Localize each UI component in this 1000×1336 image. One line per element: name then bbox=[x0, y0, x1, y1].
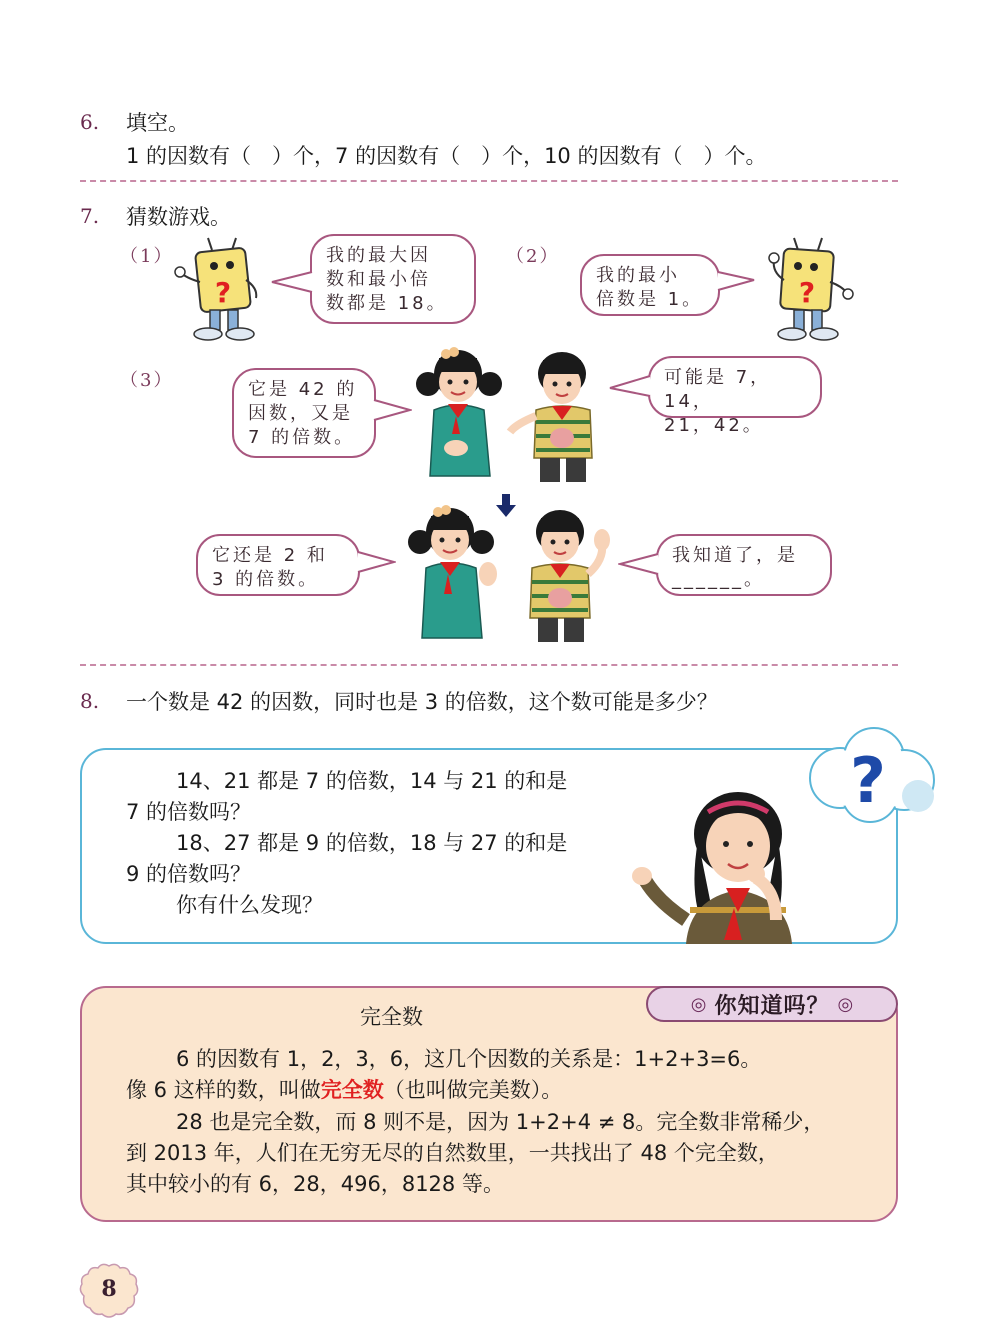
badge-mark-icon: ◎ bbox=[690, 993, 707, 1015]
bubble-tail bbox=[372, 398, 412, 422]
question-mascot-2 bbox=[758, 236, 858, 348]
bubble-2-line: 倍数是 1。 bbox=[596, 289, 704, 310]
know-text: （也叫做完美数）。 bbox=[383, 1078, 563, 1102]
q7-label-1: （1） bbox=[120, 246, 174, 267]
q7-title: 猜数游戏。 bbox=[126, 205, 231, 229]
bubble-2-line: 我的最小 bbox=[596, 265, 680, 286]
svg-text:?: ? bbox=[798, 276, 816, 309]
badge-mark-icon: ◎ bbox=[837, 993, 854, 1015]
think-line: 14、21 都是 7 的倍数，14 与 21 的和是 bbox=[176, 769, 568, 793]
think-line: 18、27 都是 9 的倍数，18 与 27 的和是 bbox=[176, 831, 568, 855]
speech-bubble-6 bbox=[656, 534, 832, 596]
speech-bubble-2 bbox=[580, 254, 720, 316]
know-line: 28 也是完全数，而 8 则不是，因为 1+2+4 ≠ 8。完全数非常稀少， bbox=[176, 1110, 825, 1134]
svg-text:?: ? bbox=[214, 276, 232, 309]
bubble-1-line: 数都是 18。 bbox=[326, 293, 448, 314]
bubble-1-line: 我的最大因 bbox=[326, 245, 431, 266]
term-highlight: 完全数 bbox=[320, 1078, 384, 1102]
bubble-3-line: 它是 42 的 bbox=[248, 379, 358, 400]
divider bbox=[80, 664, 898, 666]
q8-text: 一个数是 42 的因数，同时也是 3 的倍数，这个数可能是多少？ bbox=[126, 690, 718, 714]
thinking-girl bbox=[626, 780, 826, 944]
boy-illustration bbox=[506, 346, 612, 484]
girl-illustration bbox=[400, 502, 504, 644]
q6-text: 1 的因数有（ ）个，7 的因数有（ ）个，10 的因数有（ ）个。 bbox=[126, 144, 767, 168]
think-line: 7 的倍数吗？ bbox=[126, 800, 252, 824]
speech-bubble-5 bbox=[196, 534, 360, 596]
bubble-6-line: 我知道了，是 bbox=[672, 545, 798, 566]
boy-illustration bbox=[508, 504, 616, 644]
know-title: 完全数 bbox=[360, 1005, 423, 1029]
q7-label-2: （2） bbox=[506, 246, 560, 267]
did-you-know-badge bbox=[646, 986, 898, 1022]
question-mark-icon: ? bbox=[850, 744, 886, 817]
bubble-6-line: ______。 bbox=[672, 569, 765, 590]
know-line: 到 2013 年，人们在无穷无尽的自然数里，一共找出了 48 个完全数， bbox=[126, 1141, 779, 1165]
question-mascot-1 bbox=[172, 236, 272, 348]
bubble-4-line: 可能是 7，14， bbox=[664, 367, 772, 412]
bubble-3-line: 因数，又是 bbox=[248, 403, 353, 424]
q7-number: 7. bbox=[80, 204, 100, 228]
bubble-tail bbox=[618, 552, 660, 576]
speech-bubble-3 bbox=[232, 368, 376, 458]
q6-number: 6. bbox=[80, 110, 100, 134]
bubble-tail bbox=[356, 550, 396, 574]
bubble-4-line: 21，42。 bbox=[664, 415, 764, 436]
speech-bubble-4 bbox=[648, 356, 822, 436]
think-line: 你有什么发现？ bbox=[176, 893, 323, 917]
bubble-tail bbox=[716, 270, 756, 294]
know-line: 6 的因数有 1，2，3，6，这几个因数的关系是：1+2+3=6。 bbox=[176, 1047, 762, 1071]
bubble-tail bbox=[608, 374, 652, 398]
bubble-5-line: 它还是 2 和 bbox=[212, 545, 328, 566]
think-line: 9 的倍数吗？ bbox=[126, 862, 252, 886]
bubble-tail bbox=[270, 270, 314, 294]
know-line bbox=[126, 1075, 562, 1105]
q6-title: 填空。 bbox=[126, 111, 189, 135]
page-number-badge bbox=[78, 1262, 140, 1318]
know-line: 其中较小的有 6，28，496，8128 等。 bbox=[126, 1172, 504, 1196]
bubble-3-line: 7 的倍数。 bbox=[248, 427, 356, 448]
q7-label-3: （3） bbox=[120, 370, 174, 391]
bubble-1-line: 数和最小倍 bbox=[326, 269, 431, 290]
know-text: 像 6 这样的数，叫做 bbox=[126, 1078, 321, 1102]
badge-title: 你知道吗？ bbox=[714, 993, 830, 1019]
speech-bubble-1 bbox=[310, 234, 476, 324]
q8-number: 8. bbox=[80, 689, 100, 713]
divider bbox=[80, 180, 898, 182]
page-number: 8 bbox=[101, 1276, 117, 1302]
girl-illustration bbox=[408, 344, 508, 484]
bubble-5-line: 3 的倍数。 bbox=[212, 569, 320, 590]
